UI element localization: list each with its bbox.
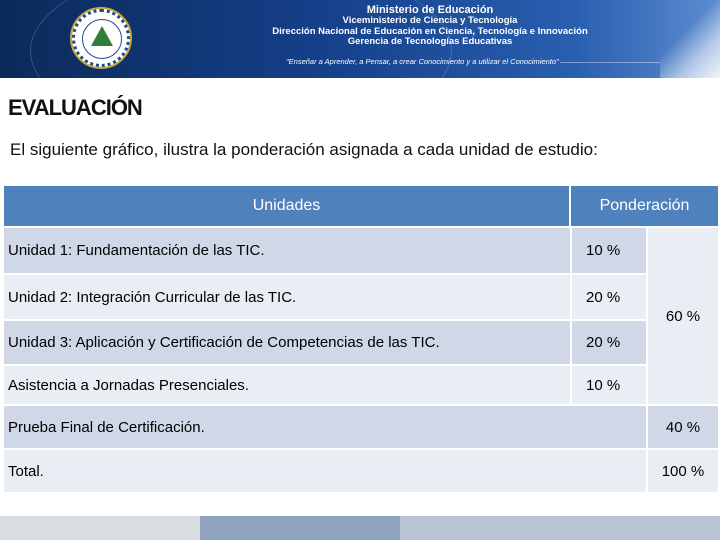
table-row-unit: Prueba Final de Certificación. bbox=[4, 406, 646, 448]
ministry-name: Ministerio de Educación bbox=[366, 4, 494, 16]
intro-text: El siguiente gráfico, ilustra la ponderación asignada a cada unidad de estudio: bbox=[10, 140, 598, 159]
table-row-unit: Unidad 2: Integración Curricular de las TIC. bbox=[4, 275, 570, 319]
motto-divider bbox=[560, 62, 660, 63]
final-exam-weight: 40 % bbox=[648, 406, 718, 448]
table-row-weight: 20 % bbox=[572, 275, 646, 319]
header-banner bbox=[0, 0, 720, 78]
grand-total-weight: 100 % bbox=[648, 450, 718, 492]
table-row-unit: Unidad 3: Aplicación y Certificación de Competencias de las TIC. bbox=[4, 321, 570, 364]
table-row-unit: Unidad 1: Fundamentación de las TIC. bbox=[4, 228, 570, 273]
table-row-unit: Asistencia a Jornadas Presenciales. bbox=[4, 366, 570, 404]
motto: "Enseñar a Aprender, a Pensar, a crear Conocimiento y a utilizar el Conocimiento" bbox=[286, 57, 559, 66]
table-row-weight: 20 % bbox=[572, 321, 646, 364]
column-header-units: Unidades bbox=[4, 186, 571, 226]
ministry-header bbox=[220, 4, 640, 48]
table-row-unit: Total. bbox=[4, 450, 646, 492]
footer-bar bbox=[0, 516, 720, 540]
table-row-weight: 10 % bbox=[572, 228, 646, 273]
vice-ministry: Viceministerio de Ciencia y Tecnología bbox=[342, 15, 518, 26]
management-office: Gerencia de Tecnologías Educativas bbox=[347, 36, 513, 47]
column-header-weight: Ponderación bbox=[571, 186, 718, 226]
coat-of-arms-icon bbox=[70, 7, 132, 69]
banner-sheen bbox=[660, 0, 720, 78]
national-direction: Dirección Nacional de Educación en Ciencia, Tecnología e Innovación bbox=[272, 25, 588, 37]
table-row-weight: 10 % bbox=[572, 366, 646, 404]
group-total-weight: 60 % bbox=[648, 228, 718, 404]
page-title: EVALUACIÓN bbox=[8, 95, 142, 120]
